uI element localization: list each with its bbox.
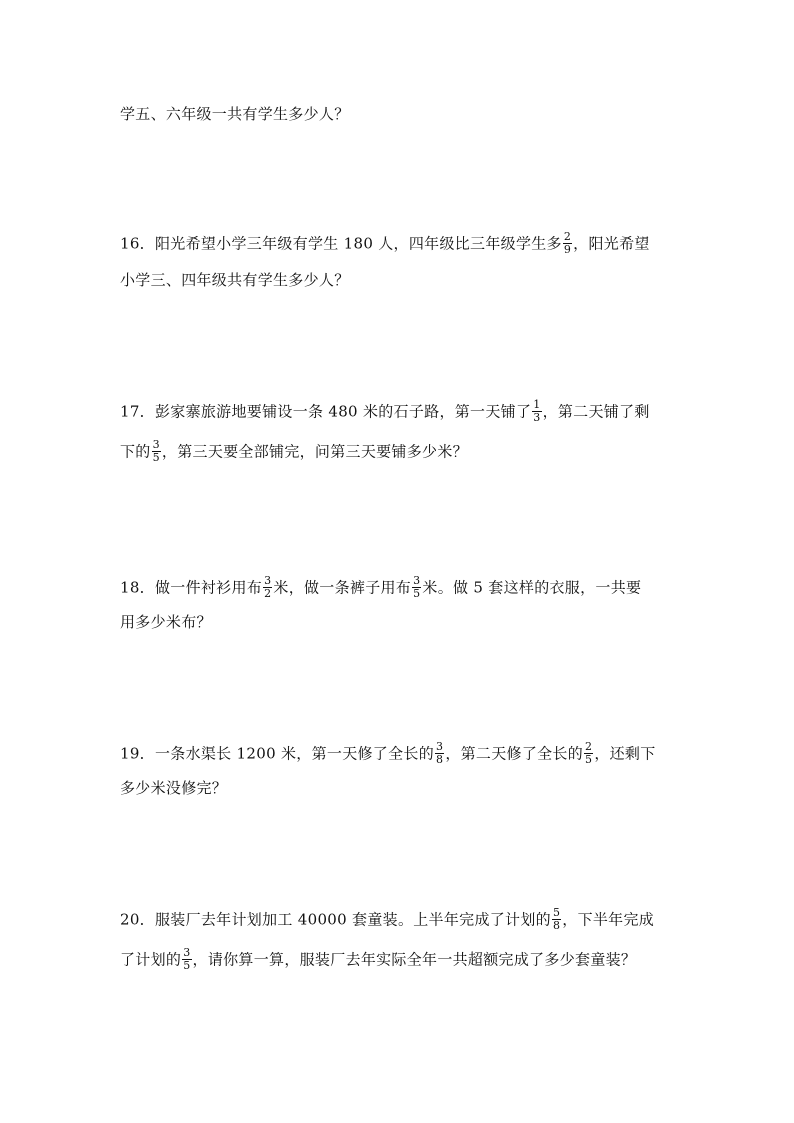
fraction-denominator: 8 [552, 919, 561, 932]
q20-line-1 [120, 908, 654, 933]
fraction-numerator: 5 [552, 906, 561, 919]
q20-text-d: ，请你算一算，服装厂去年实际全年一共超额完成了多少套童装？ [192, 950, 637, 969]
q19-text-a: 19．一条水渠长 1200 米，第一天修了全长的 [120, 744, 434, 763]
fraction-denominator: 3 [533, 411, 541, 424]
fraction-numerator: 2 [585, 740, 593, 753]
fraction-denominator: 9 [563, 243, 572, 256]
fraction-denominator: 5 [152, 451, 160, 464]
q17-line-1 [120, 400, 650, 425]
q16-line-2 [120, 270, 350, 290]
fraction-numerator: 3 [152, 438, 160, 451]
q16-text-c: 小学三、四年级共有学生多少人？ [120, 271, 350, 289]
fraction-denominator: 5 [413, 587, 421, 600]
q17-text-a: 17．彭家寨旅游地要铺设一条 480 米的石子路，第一天铺了 [120, 402, 532, 421]
fraction-denominator: 2 [264, 587, 272, 600]
q19-text-b: ，第二天修了全长的 [445, 744, 584, 763]
q19-fraction-1 [435, 741, 444, 766]
fraction-numerator: 3 [436, 740, 444, 753]
q17-fraction-1 [532, 399, 541, 424]
q17-text-c: 下的 [120, 442, 151, 461]
fraction-numerator: 3 [183, 946, 191, 959]
q20-fraction-1 [552, 907, 561, 932]
q16-fraction [563, 231, 572, 256]
q17-text-b: ，第二天铺了剩 [542, 402, 650, 421]
q19-text-c: ，还剩下 [594, 744, 656, 763]
fraction-numerator: 1 [533, 398, 541, 411]
fraction-numerator: 3 [413, 574, 421, 587]
q18-fraction-2 [412, 575, 421, 600]
q15-line-2 [120, 104, 350, 124]
fraction-denominator: 5 [585, 753, 593, 766]
fraction-numerator: 3 [264, 574, 272, 587]
q18-fraction-1 [263, 575, 272, 600]
q15-text: 学五、六年级一共有学生多少人？ [120, 105, 350, 123]
q18-line-1 [120, 576, 641, 601]
q16-line-1 [120, 232, 650, 257]
q17-fraction-2 [152, 439, 161, 464]
q19-text-d: 多少米没修完？ [120, 779, 228, 797]
q20-text-b: ，下半年完成 [562, 910, 655, 929]
q16-text-b: ，阳光希望 [573, 234, 650, 253]
q20-text-c: 了计划的 [120, 950, 182, 969]
q18-text-c: 米。做 5 套这样的衣服，一共要 [422, 578, 642, 597]
q18-text-b: 米，做一条裤子用布 [273, 578, 412, 597]
q18-text-d: 用多少米布？ [120, 613, 212, 631]
fraction-denominator: 5 [183, 959, 191, 972]
q19-fraction-2 [584, 741, 593, 766]
fraction-numerator: 2 [563, 230, 572, 243]
q18-line-2 [120, 612, 212, 632]
fraction-denominator: 8 [436, 753, 444, 766]
q18-text-a: 18．做一件衬衫用布 [120, 578, 263, 597]
q19-line-2 [120, 778, 227, 798]
q20-fraction-2 [182, 947, 191, 972]
q17-text-d: ，第三天要全部铺完，问第三天要铺多少米？ [161, 442, 468, 461]
q16-text-a: 16．阳光希望小学三年级有学生 180 人，四年级比三年级学生多 [120, 234, 562, 253]
q17-line-2 [120, 440, 468, 465]
q20-text-a: 20．服装厂去年计划加工 40000 套童装。上半年完成了计划的 [120, 910, 551, 929]
q19-line-1 [120, 742, 656, 767]
q20-line-2 [120, 948, 636, 973]
